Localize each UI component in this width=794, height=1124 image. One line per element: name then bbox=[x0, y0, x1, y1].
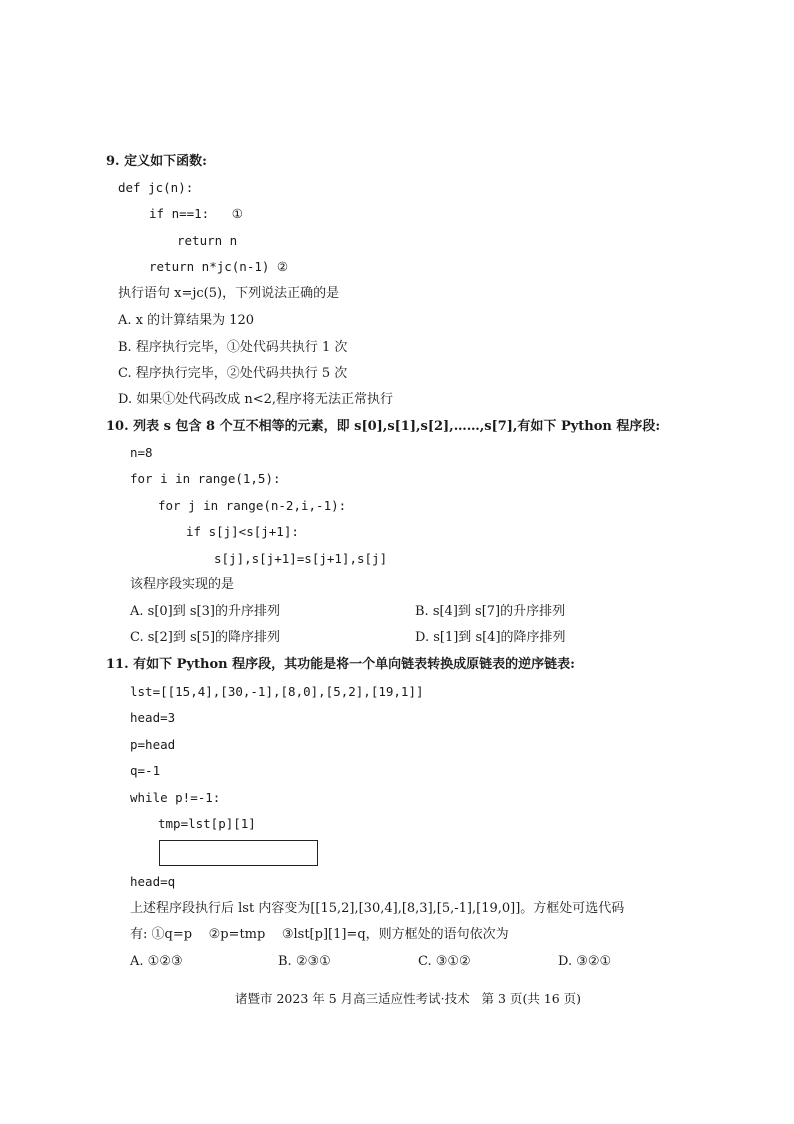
code-line: for i in range(1,5): bbox=[130, 471, 281, 486]
q9-option-d: D. 如果①处代码改成 n<2,程序将无法正常执行 bbox=[118, 392, 394, 407]
q10-stem: 该程序段实现的是 bbox=[130, 577, 235, 592]
code-line: tmp=lst[p][1] bbox=[158, 816, 256, 831]
q10-option-d: D. s[1]到 s[4]的降序排列 bbox=[415, 630, 566, 645]
code-line: return n bbox=[177, 233, 238, 248]
q10-title: 10. 列表 s 包含 8 个互不相等的元素，即 s[0],s[1],s[2],……,s[7],有如下 Python 程序段: bbox=[106, 419, 661, 434]
q11-stem-line2: 有: ①q=p ②p=tmp ③lst[p][1]=q，则方框处的语句依次为 bbox=[130, 927, 509, 942]
code-line: return n*jc(n-1) ② bbox=[149, 259, 289, 274]
q9-option-c: C. 程序执行完毕，②处代码共执行 5 次 bbox=[118, 366, 348, 381]
q11-option-c: C. ③①② bbox=[418, 954, 471, 969]
code-line: s[j],s[j+1]=s[j+1],s[j] bbox=[214, 551, 388, 566]
q10-option-c: C. s[2]到 s[5]的降序排列 bbox=[130, 630, 281, 645]
code-line: n=8 bbox=[130, 445, 153, 460]
answer-blank-box bbox=[159, 840, 318, 866]
q11-option-a: A. ①②③ bbox=[130, 954, 183, 969]
q9-stem: 执行语句 x=jc(5)，下列说法正确的是 bbox=[118, 286, 340, 301]
q9-option-b: B. 程序执行完毕，①处代码共执行 1 次 bbox=[118, 340, 348, 355]
code-line: while p!=-1: bbox=[130, 790, 221, 805]
code-line: lst=[[15,4],[30,-1],[8,0],[5,2],[19,1]] bbox=[130, 684, 424, 699]
q11-title: 11. 有如下 Python 程序段，其功能是将一个单向链表转换成原链表的逆序链表: bbox=[106, 657, 575, 672]
page-footer: 诸暨市 2023 年 5 月高三适应性考试·技术 第 3 页(共 16 页) bbox=[235, 991, 582, 1006]
code-line: head=3 bbox=[130, 710, 176, 725]
q9-title: 9. 定义如下函数: bbox=[106, 154, 207, 169]
code-line: if s[j]<s[j+1]: bbox=[186, 524, 299, 539]
q11-option-d: D. ③②① bbox=[558, 954, 612, 969]
code-line: for j in range(n-2,i,-1): bbox=[158, 498, 347, 513]
code-line: p=head bbox=[130, 737, 176, 752]
q10-option-a: A. s[0]到 s[3]的升序排列 bbox=[130, 604, 280, 619]
code-line: if n==1: ① bbox=[149, 206, 243, 221]
code-line: head=q bbox=[130, 874, 176, 889]
code-line: q=-1 bbox=[130, 763, 161, 778]
q11-stem-line1: 上述程序段执行后 lst 内容变为[[15,2],[30,4],[8,3],[5,-1],[19,0]]。方框处可选代码 bbox=[130, 901, 625, 916]
q10-option-b: B. s[4]到 s[7]的升序排列 bbox=[415, 604, 566, 619]
code-line: def jc(n): bbox=[118, 180, 194, 195]
q11-option-b: B. ②③① bbox=[278, 954, 331, 969]
q9-option-a: A. x 的计算结果为 120 bbox=[118, 313, 255, 328]
